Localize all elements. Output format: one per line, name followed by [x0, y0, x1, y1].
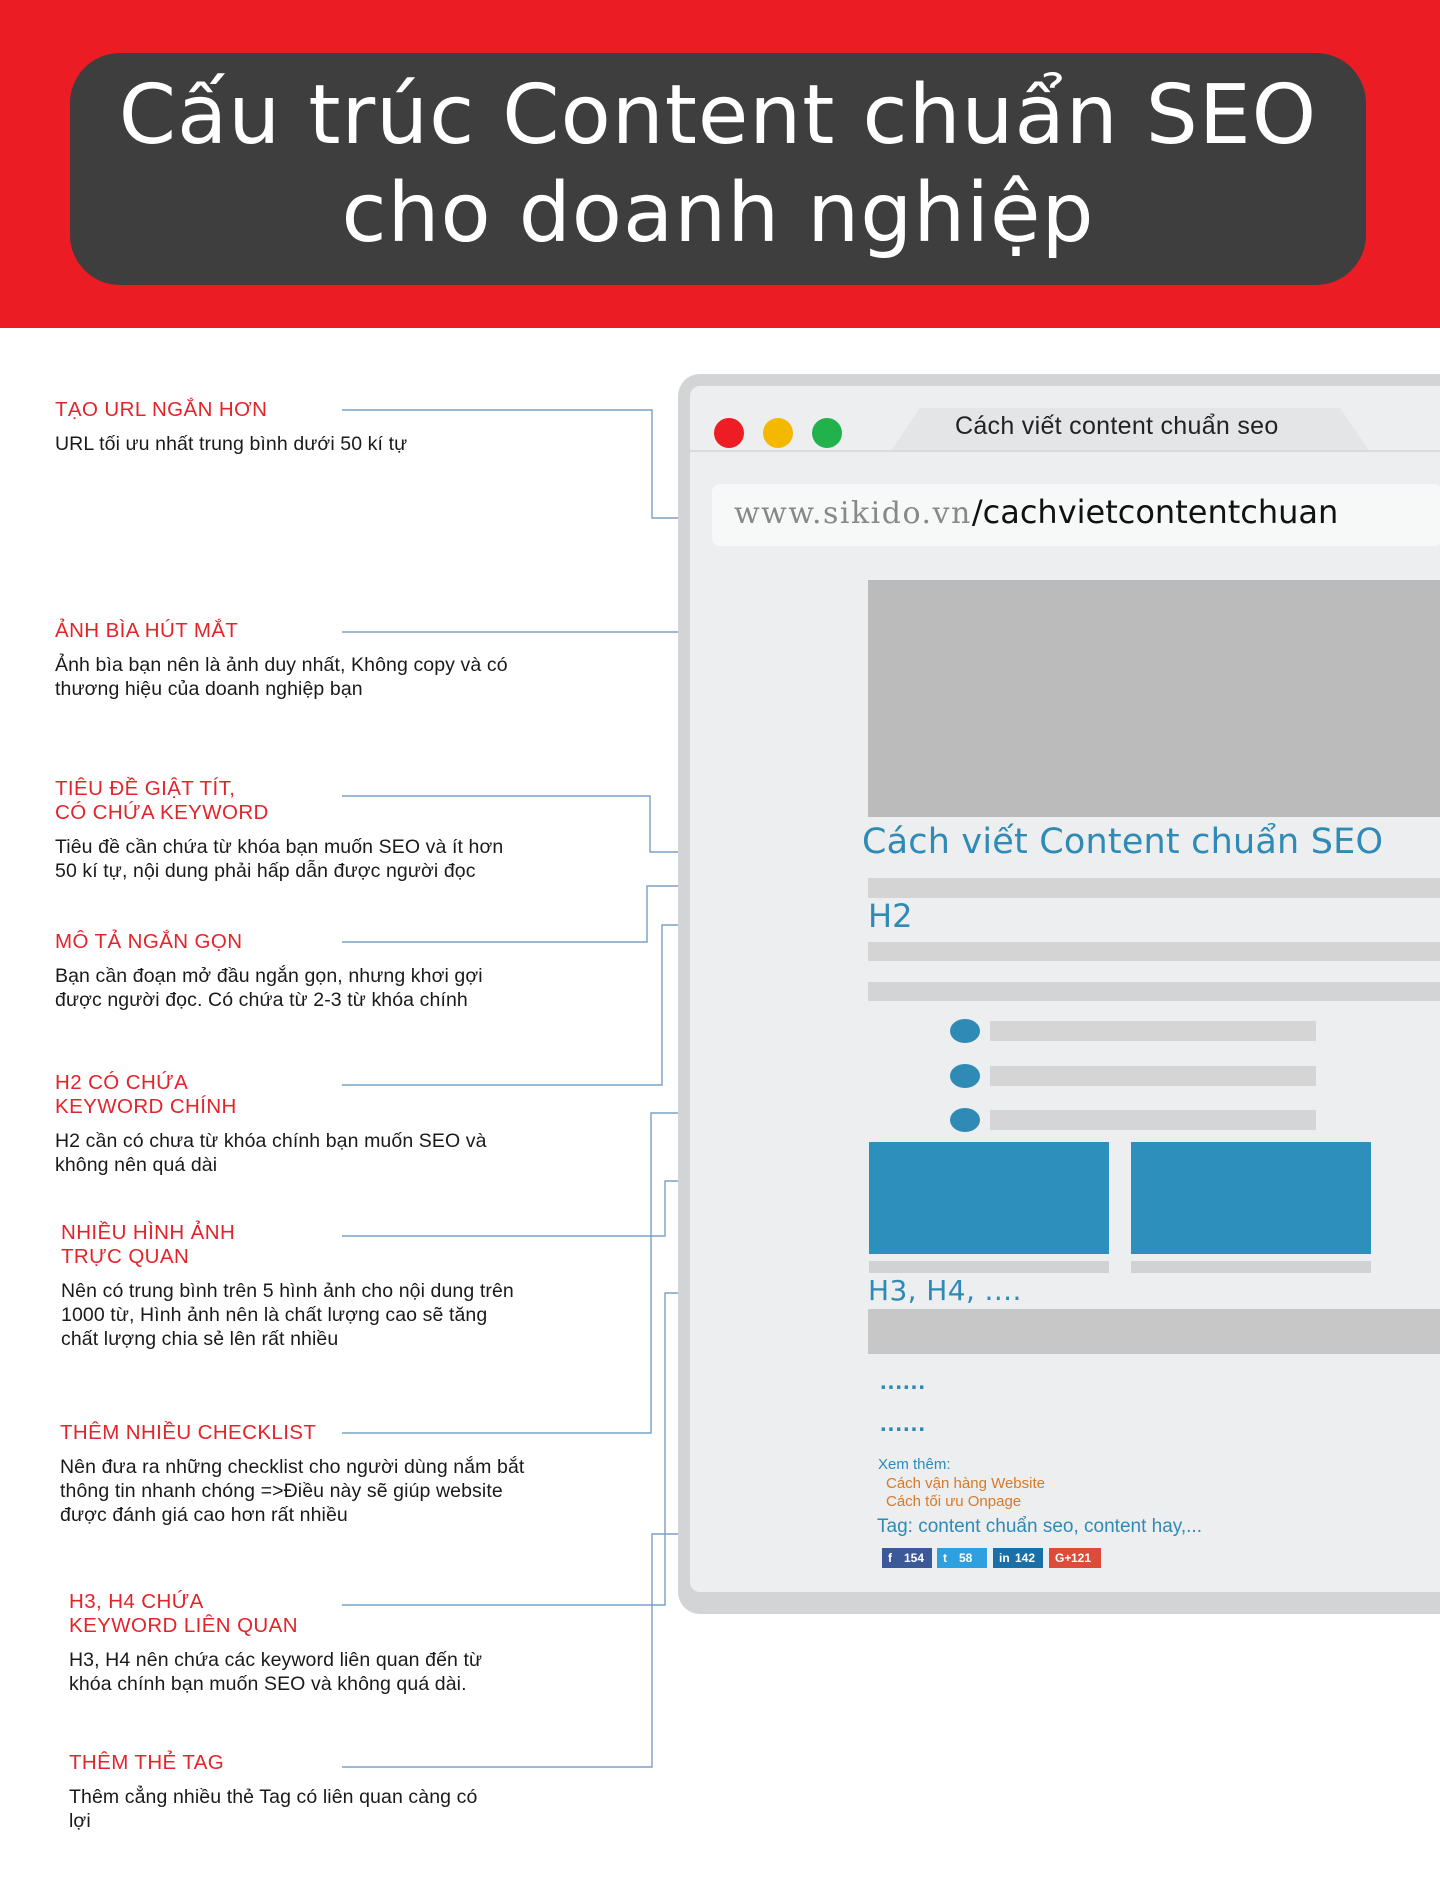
annotation-desc: H3, H4 nên chứa các keyword liên quan đến từ khóa chính bạn muốn SEO và không quá dài.: [69, 1649, 483, 1695]
annotation-title: TIÊU ĐỀ GIẬT TÍT, CÓ CHỨA KEYWORD: [55, 777, 269, 824]
share-count: 154: [904, 1551, 925, 1565]
checklist-line: [990, 1021, 1316, 1041]
annotation-title: TẠO URL NGẮN HƠN: [55, 398, 268, 421]
annotation-h3-h4: [69, 1590, 549, 1696]
see-more-label: Xem thêm:: [878, 1456, 951, 1473]
annotation-title-keyword: [55, 777, 535, 883]
annotation-cover-image: [55, 619, 535, 701]
annotation-title: H2 CÓ CHỨA KEYWORD CHÍNH: [55, 1071, 237, 1118]
annotation-h2-keyword: [55, 1071, 535, 1177]
window-close-icon[interactable]: [714, 418, 744, 448]
annotation-title: NHIỀU HÌNH ẢNH TRỰC QUAN: [61, 1221, 236, 1268]
annotation-title: H3, H4 CHỨA KEYWORD LIÊN QUAN: [69, 1590, 298, 1637]
tab-divider: [690, 450, 1440, 452]
checklist-bullet-icon: [950, 1064, 980, 1088]
image-caption-line: [1131, 1261, 1371, 1273]
ellipsis-line: ......: [880, 1368, 927, 1395]
facebook-share-button[interactable]: [882, 1548, 932, 1568]
share-count: 121: [1071, 1551, 1092, 1565]
checklist-line: [990, 1110, 1316, 1130]
content-block: [868, 1309, 1440, 1354]
share-count: 58: [959, 1551, 973, 1565]
image-placeholder: [1131, 1142, 1371, 1254]
annotation-desc: URL tối ưu nhất trung bình dưới 50 kí tự: [55, 433, 408, 455]
annotation-desc: Ảnh bìa bạn nên là ảnh duy nhất, Không copy và có thương hiệu của doanh nghiệp bạn: [55, 654, 508, 700]
annotation-short-description: [55, 930, 535, 1012]
window-minimize-icon[interactable]: [763, 418, 793, 448]
linkedin-icon: in: [999, 1551, 1010, 1565]
checklist-bullet-icon: [950, 1108, 980, 1132]
header-title-box: [70, 53, 1366, 285]
h2-heading: H2: [868, 897, 913, 935]
annotation-images: [61, 1221, 541, 1351]
tag-list[interactable]: Tag: content chuẩn seo, content hay,...: [877, 1516, 1202, 1537]
facebook-icon: f: [888, 1551, 892, 1565]
annotation-desc: Thêm cẳng nhiều thẻ Tag có liên quan càng có lợi: [69, 1786, 478, 1832]
cover-image-placeholder: [868, 580, 1440, 817]
annotation-desc: H2 cần có chưa từ khóa chính bạn muốn SEO và không nên quá dài: [55, 1130, 487, 1176]
related-link[interactable]: Cách tối ưu Onpage: [886, 1493, 1022, 1510]
description-line: [868, 878, 1440, 898]
url-domain: www.sikido.vn: [734, 496, 972, 531]
googleplus-share-button[interactable]: [1049, 1548, 1101, 1568]
annotation-title: THÊM NHIỀU CHECKLIST: [60, 1421, 317, 1444]
annotation-desc: Bạn cần đoạn mở đầu ngắn gọn, nhưng khơi gợi được người đọc. Có chứa từ 2-3 từ khóa chính: [55, 965, 483, 1011]
header-banner: [0, 0, 1440, 328]
article-title: Cách viết Content chuẩn SEO: [862, 822, 1384, 862]
address-bar-text: [734, 493, 1338, 531]
checklist-line: [990, 1066, 1316, 1086]
annotation-desc: Tiêu đề cần chứa từ khóa bạn muốn SEO và ít hơn 50 kí tự, nội dung phải hấp dẫn được người đọc: [55, 836, 504, 882]
url-path: /cachvietcontentchuan: [971, 493, 1339, 531]
image-caption-line: [869, 1261, 1109, 1273]
checklist-bullet-icon: [950, 1019, 980, 1043]
share-count: 142: [1015, 1551, 1036, 1565]
annotation-checklist: [60, 1421, 540, 1527]
text-line: [868, 982, 1440, 1001]
annotation-desc: Nên đưa ra những checklist cho người dùng nắm bắt thông tin nhanh chóng =>Điều này sẽ giúp website được đánh giá cao hơn rất nhiều: [60, 1456, 525, 1526]
annotation-url: [55, 398, 535, 456]
twitter-icon: t: [943, 1551, 947, 1565]
annotation-title: THÊM THẺ TAG: [69, 1751, 225, 1774]
annotation-title: ẢNH BÌA HÚT MẮT: [55, 619, 239, 642]
image-placeholder: [869, 1142, 1109, 1254]
page-title-line-1: Cấu trúc Content chuẩn SEO: [118, 68, 1318, 163]
related-link[interactable]: Cách vận hàng Website: [886, 1475, 1045, 1492]
annotation-desc: Nên có trung bình trên 5 hình ảnh cho nội dung trên 1000 từ, Hình ảnh nên là chất lượng cao sẽ tăng chất lượng chia sẻ lên rất nhiều: [61, 1280, 514, 1350]
googleplus-icon: G+: [1055, 1551, 1072, 1565]
linkedin-share-button[interactable]: [993, 1548, 1043, 1568]
twitter-share-button[interactable]: [937, 1548, 987, 1568]
annotation-tag: [69, 1751, 549, 1833]
h3-heading: H3, H4, ....: [868, 1274, 1022, 1307]
window-maximize-icon[interactable]: [812, 418, 842, 448]
annotation-title: MÔ TẢ NGẮN GỌN: [55, 930, 243, 953]
browser-tab-label: Cách viết content chuẩn seo: [955, 412, 1279, 440]
ellipsis-line: ......: [880, 1410, 927, 1437]
page-title-line-2: cho doanh nghiệp: [341, 166, 1095, 261]
text-line: [868, 942, 1440, 961]
page-title: [70, 67, 1366, 263]
